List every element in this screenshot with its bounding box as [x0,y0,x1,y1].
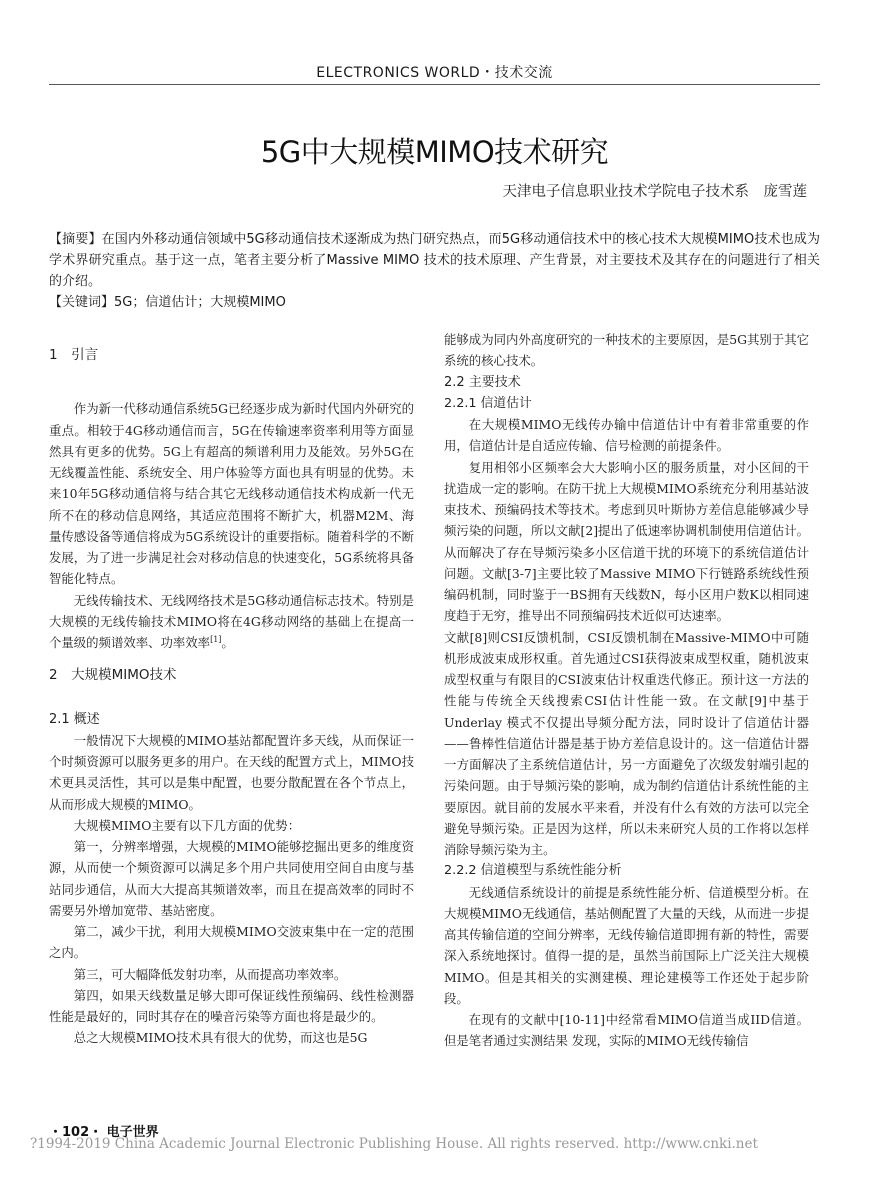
running-header: ELECTRONICS WORLD・技术交流 [316,65,553,81]
paragraph [49,590,414,654]
paragraph: 第一，分辨率增强，大规模的MIMO能够挖掘出更多的维度资源，从而使一个频资源可以满足多个用户共同使用空间自由度与基站同步通信，从而大大提高其频谱效率，而且在提高效率的同时不需要另外增加宽带、基站密度。 [49,839,414,918]
paragraph: 文献[8]则CSI反馈机制，CSI反馈机制在Massive-MIMO中可随机形成波束成形权重。首先通过CSI获得波束成型权重，随机波束成型权重与有限目的CSI波束估计权重迭代修正。预计这一方法的性能与传统全天线搜索CSI估计性能一致。在文献[9]中基于Underlay 模式不仅提出导频分配方法，同时设计了信道估计器——鲁棒性信道估计器是基于协方差信息设计的。这一信道估计器一方面解决了主系统信道估计，另一方面避免了次级发射端引起的污染问题。由于导频污染的影响，成为制约信道估计系统性能的主要原因。就目前的发展水平来看，并没有什么有效的方法可以完全避免导频污染。正是因为这样，所以未来研究人员的工作将以怎样消除导频污染为主。 [444,629,809,857]
paragraph-end: 。 [221,635,234,650]
abstract [49,229,820,313]
abstract-text: 【摘要】在国内外移动通信领域中5G移动通信技术逐渐成为热门研究热点，而5G移动通信技术中的核心技术大规模MIMO技术也成为学术界研究重点。基于这一点，笔者主要分析了Massive MIMO 技术的技术原理、产生背景，对主要技术及其存在的问题进行了相关的介绍。 [49,232,820,289]
paragraph: 第二，减少干扰，利用大规模MIMO交波束集中在一定的范围之内。 [49,924,414,961]
paragraph: 作为新一代移动通信系统5G已经逐步成为新时代国内外研究的重点。相较于4G移动通信而言，5G在传输速率资率利用等方面显然具有更多的优势。5G上有超高的频谱利用力及能效。另外5G在无线覆盖性能、系统安全、用户体验等方面也具有明显的优势。未来10年5G移动通信将与结合其它无线移动通信技术构成新一代无所不在的移动信息网络，其适应范围将不断扩大，机器M2M、海量传感设备等通信将成为5G系统设计的重要指标。随着科学的不断发展，为了进一步满足社会对移动信息的快速变化，5G系统将具备智能化特点。 [49,401,414,587]
page-number: ・102・ 电子世界 [49,1125,159,1140]
section-2-2-heading: 2.2 主要技术 [444,374,521,390]
citation: [1] [210,634,222,644]
section-2-2-2-heading: 2.2.2 信道模型与系统性能分析 [444,863,622,879]
paragraph: 总之大规模MIMO技术具有很大的优势，而这也是5G [73,1030,368,1046]
paragraph: 一般情况下大规模的MIMO基站都配置许多天线，从而保证一个时频资源可以服务更多的用户。在天线的配置方式上，MIMO技术更具灵活性，其可以是集中配置，也要分散配置在各个节点上，从而形成大规模的MIMO。 [49,732,414,812]
page-title: 5G中大规模MIMO技术研究 [260,135,609,169]
paragraph: 复用相邻小区频率会大大影响小区的服务质量，对小区间的干扰造成一定的影响。在防干扰上大规模MIMO系统充分利用基站波束技术、预编码技术等技术。考虑到贝叶斯协方差信息能够减少导频污染的问题，所以文献[2]提出了低速率协调机制使用信道估计。从而解决了存在导频污染多小区信道干扰的环境下的系统信道估计问题。文献[3-7]主要比较了Massive MIMO下行链路系统线性预编码机制，同时鉴于一BS拥有天线数N，每小区用户数K以相同速度趋于无穷，推导出不同预编码技术近似可达速率。 [444,459,809,624]
left-column [49,345,414,1049]
paragraph: 在大规模MIMO无线传办输中信道估计中有着非常重要的作用，信道估计是自适应传输、信号检测的前提条件。 [444,417,809,454]
author-line: 天津电子信息职业技术学院电子技术系 庞雪莲 [502,184,807,200]
section-2-1-heading: 2.1 概述 [49,711,100,727]
paragraph: 在现有的文献中[10-11]中经常看MIMO信道当成IID信道。但是笔者通过实测结果 发现，实际的MIMO无线传输信 [444,1012,809,1049]
section-1-heading: 1 引言 [49,347,99,363]
paragraph: 大规模MIMO主要有以下几方面的优势： [73,817,301,833]
right-column [444,329,809,1052]
section-2-heading: 2 大规模MIMO技术 [49,667,177,684]
paragraph: 第四，如果天线数量足够大即可保证线性预编码、线性检测器性能是最好的，同时其存在的噪音污染等方面也将是最少的。 [49,987,414,1024]
paragraph: 能够成为同内外高度研究的一种技术的主要原因，是5G其别于其它系统的核心技术。 [444,332,809,369]
copyright-watermark: ?1994-2019 China Academic Journal Electronic Publishing House. All rights reserved. http://www.cnki.net [30,1136,758,1152]
section-2-2-1-heading: 2.2.1 信道估计 [444,395,532,411]
paragraph: 无线通信系统设计的前提是系统性能分析、信道模型分析。在大规模MIMO无线通信，基站侧配置了大量的天线，从而进一步提高其传输信道的空间分辨率，无线传输信道即拥有新的特性，需要深入系统地探讨。值得一提的是，虽然当前国际上广泛关注大规模MIMO。但是其相关的实测建模、理论建模等工作还处于起步阶段。 [444,884,809,1006]
header-divider [49,84,820,85]
paragraph-text: 无线传输技术、无线网络技术是5G移动通信标志技术。特别是大规模的无线传输技术MIMO将在4G移动网络的基础上在提高一个量级的频谱效率、功率效率 [49,592,414,650]
keywords: 【关键词】5G；信道估计；大规模MIMO [49,295,286,310]
paragraph: 第三，可大幅降低发射功率，从而提高功率效率。 [73,966,347,982]
